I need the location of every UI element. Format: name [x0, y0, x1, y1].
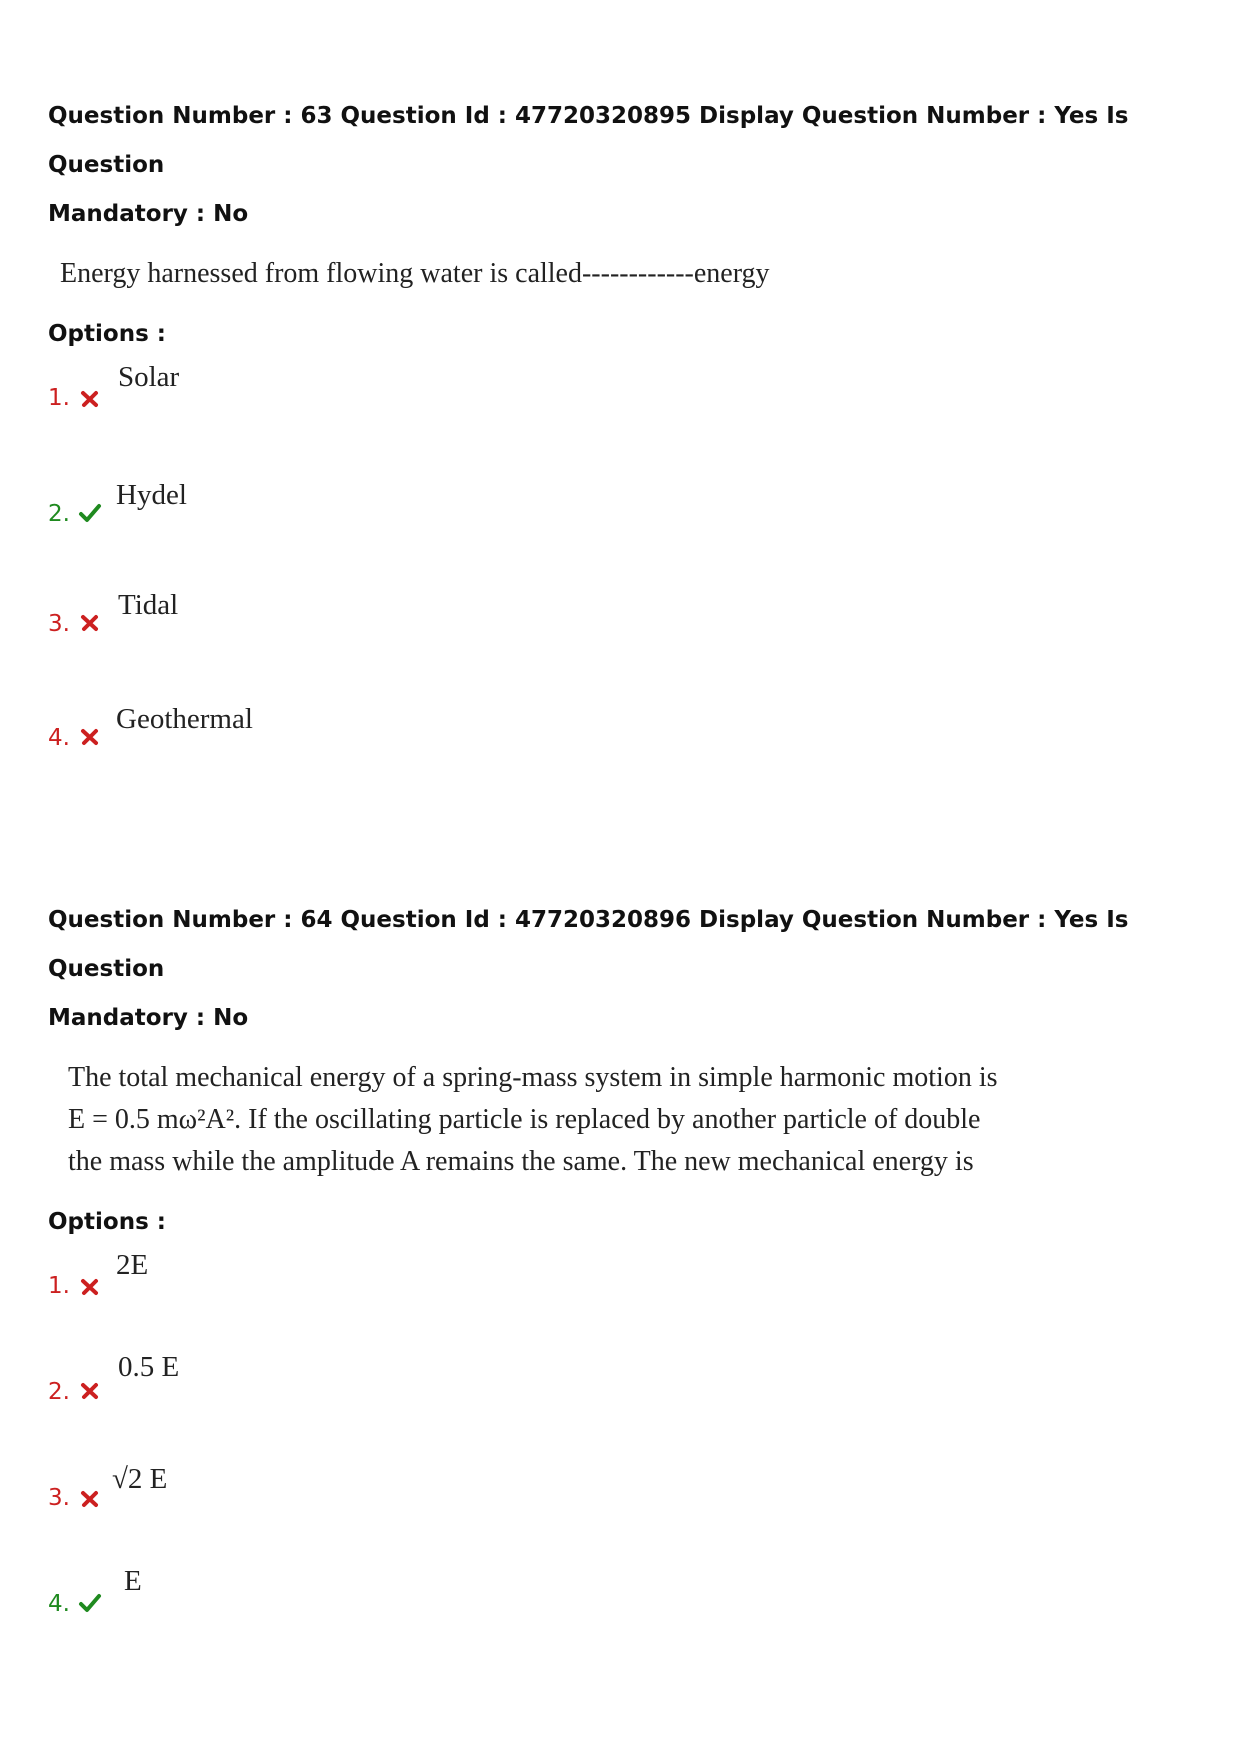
- option-number: 1.: [48, 385, 70, 411]
- options-list: [48, 361, 1198, 833]
- question-header-line2: Mandatory : No: [48, 1005, 249, 1031]
- option-text: 2E: [116, 1249, 149, 1281]
- check-icon: [78, 501, 102, 525]
- option-number: 3.: [48, 611, 70, 637]
- options-label: Options :: [48, 321, 166, 347]
- option-1: [48, 361, 1198, 479]
- check-icon: [78, 1591, 102, 1615]
- question-text-line: Energy harnessed from flowing water is called------------energy: [60, 258, 770, 289]
- cross-icon: [78, 1487, 102, 1511]
- option-text: E: [124, 1565, 142, 1597]
- question-text: [68, 1057, 1198, 1183]
- option-2: [48, 1351, 1198, 1485]
- cross-icon: [78, 725, 102, 749]
- option-2: [48, 479, 1198, 597]
- question-header-line2: Mandatory : No: [48, 201, 249, 227]
- option-number: 4.: [48, 1591, 70, 1617]
- cross-icon: [78, 1275, 102, 1299]
- cross-icon: [78, 1379, 102, 1403]
- option-text: 0.5 E: [118, 1351, 180, 1383]
- option-number: 4.: [48, 725, 70, 751]
- option-text: Geothermal: [116, 703, 253, 735]
- option-number: 1.: [48, 1273, 70, 1299]
- cross-icon: [78, 387, 102, 411]
- question-header-line1: Question Number : 64 Question Id : 47720320896 Display Question Number : Yes Is Question: [48, 907, 1129, 982]
- option-3: [48, 1463, 1198, 1603]
- option-4: [48, 703, 1198, 833]
- question-header-line1: Question Number : 63 Question Id : 47720320895 Display Question Number : Yes Is Question: [48, 103, 1129, 178]
- option-number: 2.: [48, 501, 70, 527]
- options-label: Options :: [48, 1209, 166, 1235]
- question-text-line: E = 0.5 mω²A². If the oscillating particle is replaced by another particle of double: [68, 1104, 981, 1135]
- question-text-line: the mass while the amplitude A remains the same. The new mechanical energy is: [68, 1146, 974, 1177]
- option-number: 2.: [48, 1379, 70, 1405]
- question-block-63: [48, 92, 1198, 833]
- question-block-64: [48, 896, 1198, 1721]
- option-text: √2 E: [112, 1463, 168, 1495]
- option-text: Tidal: [118, 589, 179, 621]
- question-text-line: The total mechanical energy of a spring-mass system in simple harmonic motion is: [68, 1062, 998, 1093]
- options-list: [48, 1249, 1198, 1721]
- option-1: [48, 1249, 1198, 1367]
- question-header: [48, 92, 1198, 239]
- option-number: 3.: [48, 1485, 70, 1511]
- question-header: [48, 896, 1198, 1043]
- question-text: [60, 253, 1198, 295]
- option-4: [48, 1565, 1198, 1721]
- option-text: Solar: [118, 361, 180, 393]
- option-3: [48, 589, 1198, 715]
- cross-icon: [78, 611, 102, 635]
- option-text: Hydel: [116, 479, 187, 511]
